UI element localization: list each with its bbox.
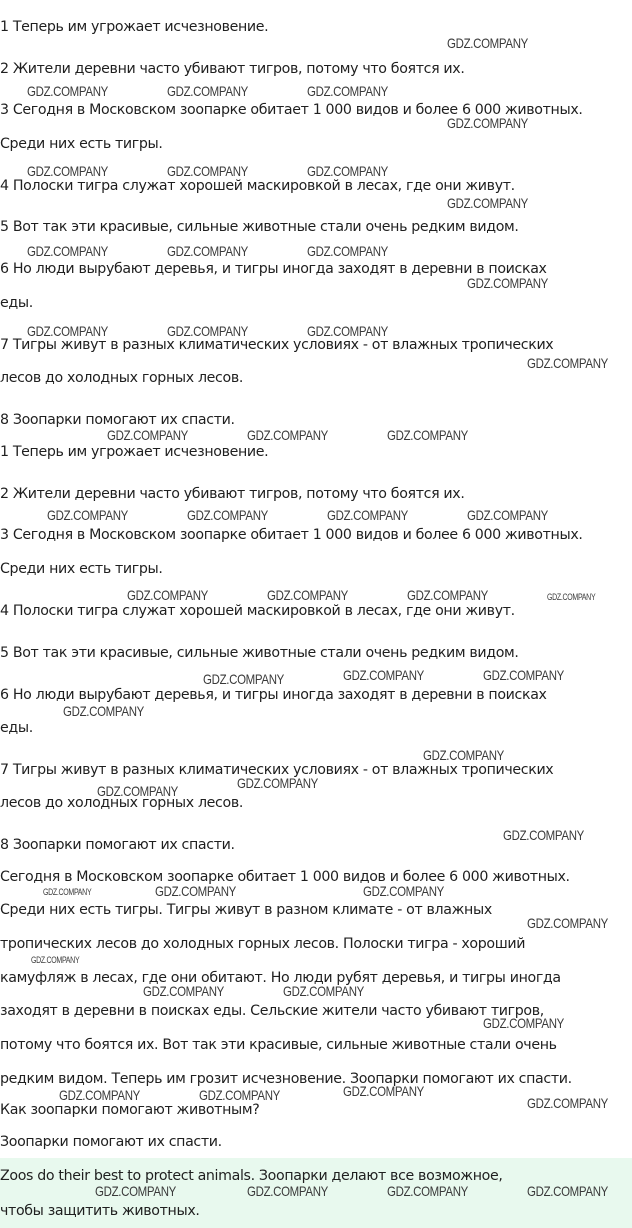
list-item: 6 Но люди вырубают деревья, и тигры иногда заходят в деревни в поисках [0,687,547,703]
watermark: GDZ.COMPANY [447,115,529,131]
answer-line: чтобы защитить животных. [0,1203,200,1219]
watermark: GDZ.COMPANY [423,747,505,763]
paragraph-line: редким видом. Теперь им грозит исчезновение. Зоопарки помогают их спасти. [0,1071,572,1087]
watermark: GDZ.COMPANY [27,243,109,259]
watermark: GDZ.COMPANY [447,195,529,211]
paragraph-line: заходят в деревни в поисках еды. Сельские жители часто убивают тигров, [0,1003,544,1019]
watermark: GDZ.COMPANY [307,83,389,99]
list-item: 1 Теперь им угрожает исчезновение. [0,444,269,460]
watermark: GDZ.COMPANY [107,427,189,443]
watermark: GDZ.COMPANY [307,243,389,259]
watermark: GDZ.COMPANY [203,671,285,687]
watermark: GDZ.COMPANY [467,275,549,291]
watermark: GDZ.COMPANY [343,1083,425,1099]
watermark: GDZ.COMPANY [27,323,109,339]
watermark: GDZ.COMPANY [447,35,529,51]
paragraph-line: Среди них есть тигры. Тигры живут в разном климате - от влажных [0,902,492,918]
paragraph-line: потому что боятся их. Вот так эти красивые, сильные животные стали очень [0,1037,557,1053]
watermark: GDZ.COMPANY [187,507,269,523]
watermark: GDZ.COMPANY [31,955,80,965]
watermark: GDZ.COMPANY [387,427,469,443]
watermark: GDZ.COMPANY [167,83,249,99]
list-item: 4 Полоски тигра служат хорошей маскировкой в лесах, где они живут. [0,603,515,619]
watermark: GDZ.COMPANY [387,1183,469,1199]
list-item: 5 Вот так эти красивые, сильные животные стали очень редким видом. [0,219,519,235]
list-item: 2 Жители деревни часто убивают тигров, потому что боятся их. [0,61,465,77]
paragraph-line: тропических лесов до холодных горных лесов. Полоски тигра - хороший [0,936,526,952]
list-item: 7 Тигры живут в разных климатических условиях - от влажных тропических [0,762,554,778]
watermark: GDZ.COMPANY [237,775,319,791]
list-item: Среди них есть тигры. [0,561,163,577]
watermark: GDZ.COMPANY [247,427,329,443]
watermark: GDZ.COMPANY [27,163,109,179]
question-answer: Зоопарки помогают их спасти. [0,1134,222,1150]
list-item: лесов до холодных горных лесов. [0,370,243,386]
list-item: лесов до холодных горных лесов. [0,795,243,811]
watermark: GDZ.COMPANY [63,703,145,719]
list-item: 3 Сегодня в Московском зоопарке обитает 1 000 видов и более 6 000 животных. [0,527,583,543]
list-item: 7 Тигры живут в разных климатических условиях - от влажных тропических [0,337,554,353]
watermark: GDZ.COMPANY [283,983,365,999]
watermark: GDZ.COMPANY [527,1095,609,1111]
list-item: 8 Зоопарки помогают их спасти. [0,412,235,428]
list-item: 1 Теперь им угрожает исчезновение. [0,19,269,35]
list-item: 4 Полоски тигра служат хорошей маскировкой в лесах, где они живут. [0,178,515,194]
watermark: GDZ.COMPANY [127,587,209,603]
watermark: GDZ.COMPANY [247,1183,329,1199]
question: Как зоопарки помогают животным? [0,1102,260,1118]
watermark: GDZ.COMPANY [143,983,225,999]
watermark: GDZ.COMPANY [547,592,596,602]
answer-line: Zoos do their best to protect animals. Зоопарки делают все возможное, [0,1168,503,1184]
watermark: GDZ.COMPANY [267,587,349,603]
watermark: GDZ.COMPANY [199,1087,281,1103]
paragraph-line: камуфляж в лесах, где они обитают. Но люди рубят деревья, и тигры иногда [0,970,561,986]
list-item: еды. [0,720,33,736]
watermark: GDZ.COMPANY [155,883,237,899]
list-item: 5 Вот так эти красивые, сильные животные стали очень редким видом. [0,645,519,661]
list-item: Среди них есть тигры. [0,136,163,152]
list-item: 2 Жители деревни часто убивают тигров, потому что боятся их. [0,486,465,502]
watermark: GDZ.COMPANY [363,883,445,899]
list-item: еды. [0,295,33,311]
watermark: GDZ.COMPANY [467,507,549,523]
watermark: GDZ.COMPANY [47,507,129,523]
watermark: GDZ.COMPANY [407,587,489,603]
watermark: GDZ.COMPANY [167,323,249,339]
list-item: 6 Но люди вырубают деревья, и тигры иногда заходят в деревни в поисках [0,261,547,277]
watermark: GDZ.COMPANY [527,915,609,931]
watermark: GDZ.COMPANY [307,163,389,179]
watermark: GDZ.COMPANY [483,667,565,683]
watermark: GDZ.COMPANY [307,323,389,339]
watermark: GDZ.COMPANY [43,887,92,897]
watermark: GDZ.COMPANY [167,163,249,179]
list-item: 8 Зоопарки помогают их спасти. [0,837,235,853]
watermark: GDZ.COMPANY [97,783,179,799]
watermark: GDZ.COMPANY [167,243,249,259]
paragraph-line: Сегодня в Московском зоопарке обитает 1 000 видов и более 6 000 животных. [0,869,570,885]
watermark: GDZ.COMPANY [483,1015,565,1031]
watermark: GDZ.COMPANY [527,355,609,371]
watermark: GDZ.COMPANY [327,507,409,523]
watermark: GDZ.COMPANY [95,1183,177,1199]
watermark: GDZ.COMPANY [343,667,425,683]
watermark: GDZ.COMPANY [527,1183,609,1199]
watermark: GDZ.COMPANY [59,1087,141,1103]
watermark: GDZ.COMPANY [503,827,585,843]
watermark: GDZ.COMPANY [27,83,109,99]
list-item: 3 Сегодня в Московском зоопарке обитает 1 000 видов и более 6 000 животных. [0,102,583,118]
